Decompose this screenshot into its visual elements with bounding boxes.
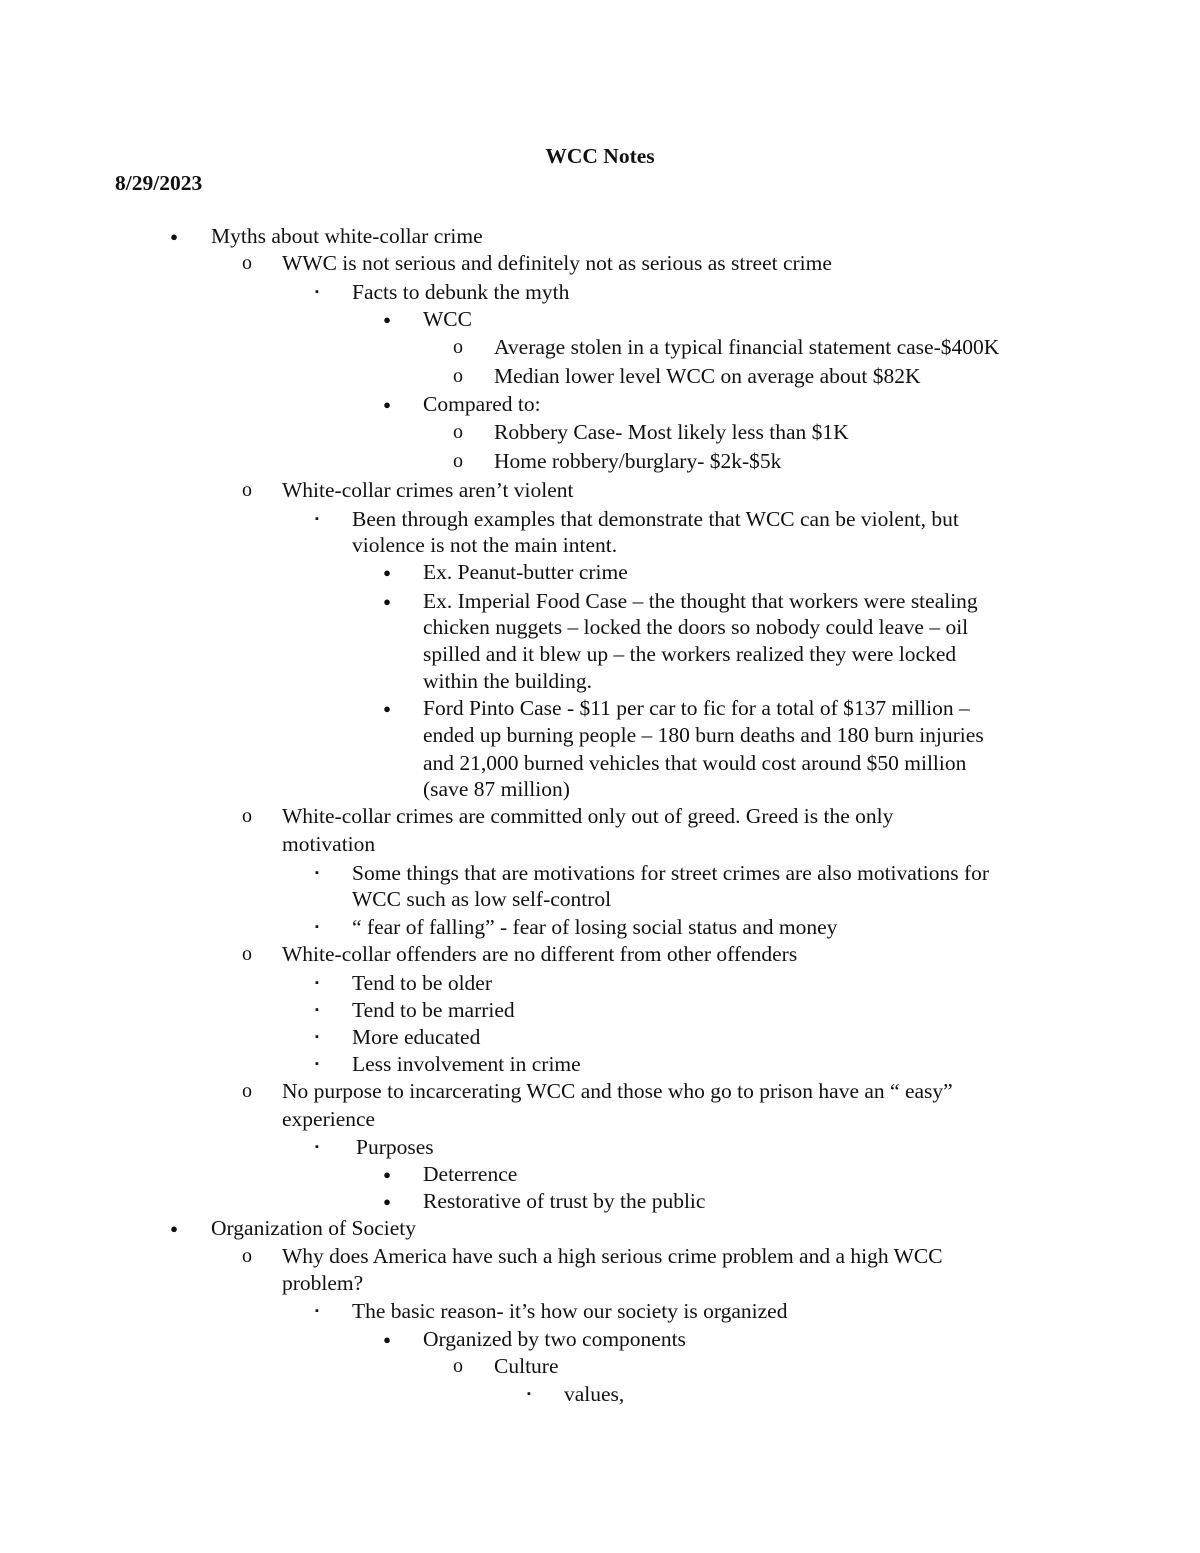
- disc-bullet-icon: ●: [383, 312, 391, 327]
- document-date: 8/29/2023: [115, 171, 203, 195]
- note-line: spilled and it blew up – the workers realized they were locked: [423, 642, 957, 666]
- square-bullet-icon: ▪: [315, 1004, 319, 1016]
- square-bullet-icon: ▪: [315, 921, 319, 933]
- note-line: Restorative of trust by the public: [423, 1189, 706, 1213]
- circle-bullet-icon: o: [242, 252, 252, 274]
- square-bullet-icon: ▪: [315, 1058, 319, 1070]
- square-bullet-icon: ▪: [315, 977, 319, 989]
- disc-bullet-icon: ●: [170, 229, 178, 244]
- note-line: No purpose to incarcerating WCC and those who go to prison have an “ easy”: [282, 1079, 953, 1103]
- note-line: problem?: [282, 1271, 364, 1295]
- disc-bullet-icon: ●: [383, 1167, 391, 1182]
- note-line: Some things that are motivations for street crimes are also motivations for: [352, 861, 990, 885]
- note-line: Tend to be older: [352, 971, 492, 995]
- note-line: Organization of Society: [211, 1216, 416, 1240]
- note-line: Purposes: [356, 1135, 434, 1159]
- square-bullet-icon: ▪: [315, 867, 319, 879]
- note-line: Culture: [494, 1354, 559, 1378]
- disc-bullet-icon: ●: [383, 701, 391, 716]
- note-line: Home robbery/burglary- $2k-$5k: [494, 449, 782, 473]
- note-line: White-collar crimes are committed only out of greed. Greed is the only: [282, 804, 894, 828]
- note-line: White-collar offenders are no different from other offenders: [282, 942, 798, 966]
- square-bullet-icon: ▪: [527, 1388, 531, 1400]
- note-line: motivation: [282, 832, 376, 856]
- square-bullet-icon: ▪: [315, 1141, 319, 1153]
- note-line: values,: [564, 1382, 625, 1406]
- note-line: “ fear of falling” - fear of losing social status and money: [352, 915, 838, 939]
- disc-bullet-icon: ●: [383, 565, 391, 580]
- square-bullet-icon: ▪: [315, 513, 319, 525]
- disc-bullet-icon: ●: [170, 1221, 178, 1236]
- square-bullet-icon: ▪: [315, 1305, 319, 1317]
- note-line: WCC such as low self-control: [352, 887, 612, 911]
- note-line: White-collar crimes aren’t violent: [282, 478, 574, 502]
- note-line: Myths about white-collar crime: [211, 224, 483, 248]
- note-line: and 21,000 burned vehicles that would cost around $50 million: [423, 751, 967, 775]
- note-line: Median lower level WCC on average about $82K: [494, 364, 921, 388]
- square-bullet-icon: ▪: [315, 286, 319, 298]
- note-line: Average stolen in a typical financial statement case-$400K: [494, 335, 1000, 359]
- note-line: within the building.: [423, 669, 593, 693]
- note-line: chicken nuggets – locked the doors so nobody could leave – oil: [423, 615, 969, 639]
- note-line: Compared to:: [423, 392, 541, 416]
- note-line: WWC is not serious and definitely not as serious as street crime: [282, 251, 832, 275]
- disc-bullet-icon: ●: [383, 594, 391, 609]
- note-line: Facts to debunk the myth: [352, 280, 570, 304]
- note-line: Tend to be married: [352, 998, 515, 1022]
- circle-bullet-icon: o: [242, 1080, 252, 1102]
- note-line: Robbery Case- Most likely less than $1K: [494, 420, 849, 444]
- circle-bullet-icon: o: [242, 943, 252, 965]
- note-line: (save 87 million): [423, 777, 570, 801]
- note-line: Ford Pinto Case - $11 per car to fic for a total of $137 million –: [423, 696, 970, 720]
- square-bullet-icon: ▪: [315, 1031, 319, 1043]
- document-title: WCC Notes: [545, 144, 655, 168]
- note-line: The basic reason- it’s how our society is organized: [352, 1299, 788, 1323]
- note-line: ended up burning people – 180 burn deaths and 180 burn injuries: [423, 723, 984, 747]
- note-line: WCC: [423, 307, 472, 331]
- note-line: More educated: [352, 1025, 481, 1049]
- note-line: Why does America have such a high serious crime problem and a high WCC: [282, 1244, 943, 1268]
- circle-bullet-icon: o: [242, 479, 252, 501]
- note-line: Ex. Peanut-butter crime: [423, 560, 628, 584]
- disc-bullet-icon: ●: [383, 397, 391, 412]
- disc-bullet-icon: ●: [383, 1332, 391, 1347]
- note-line: Deterrence: [423, 1162, 518, 1186]
- note-line: Less involvement in crime: [352, 1052, 581, 1076]
- circle-bullet-icon: o: [453, 1355, 463, 1377]
- circle-bullet-icon: o: [453, 365, 463, 387]
- circle-bullet-icon: o: [453, 336, 463, 358]
- note-line: Been through examples that demonstrate that WCC can be violent, but: [352, 507, 959, 531]
- disc-bullet-icon: ●: [383, 1194, 391, 1209]
- circle-bullet-icon: o: [453, 421, 463, 443]
- note-line: Organized by two components: [423, 1327, 686, 1351]
- circle-bullet-icon: o: [242, 805, 252, 827]
- note-line: experience: [282, 1107, 376, 1131]
- circle-bullet-icon: o: [453, 450, 463, 472]
- circle-bullet-icon: o: [242, 1245, 252, 1267]
- note-line: violence is not the main intent.: [352, 533, 618, 557]
- note-line: Ex. Imperial Food Case – the thought that workers were stealing: [423, 589, 978, 613]
